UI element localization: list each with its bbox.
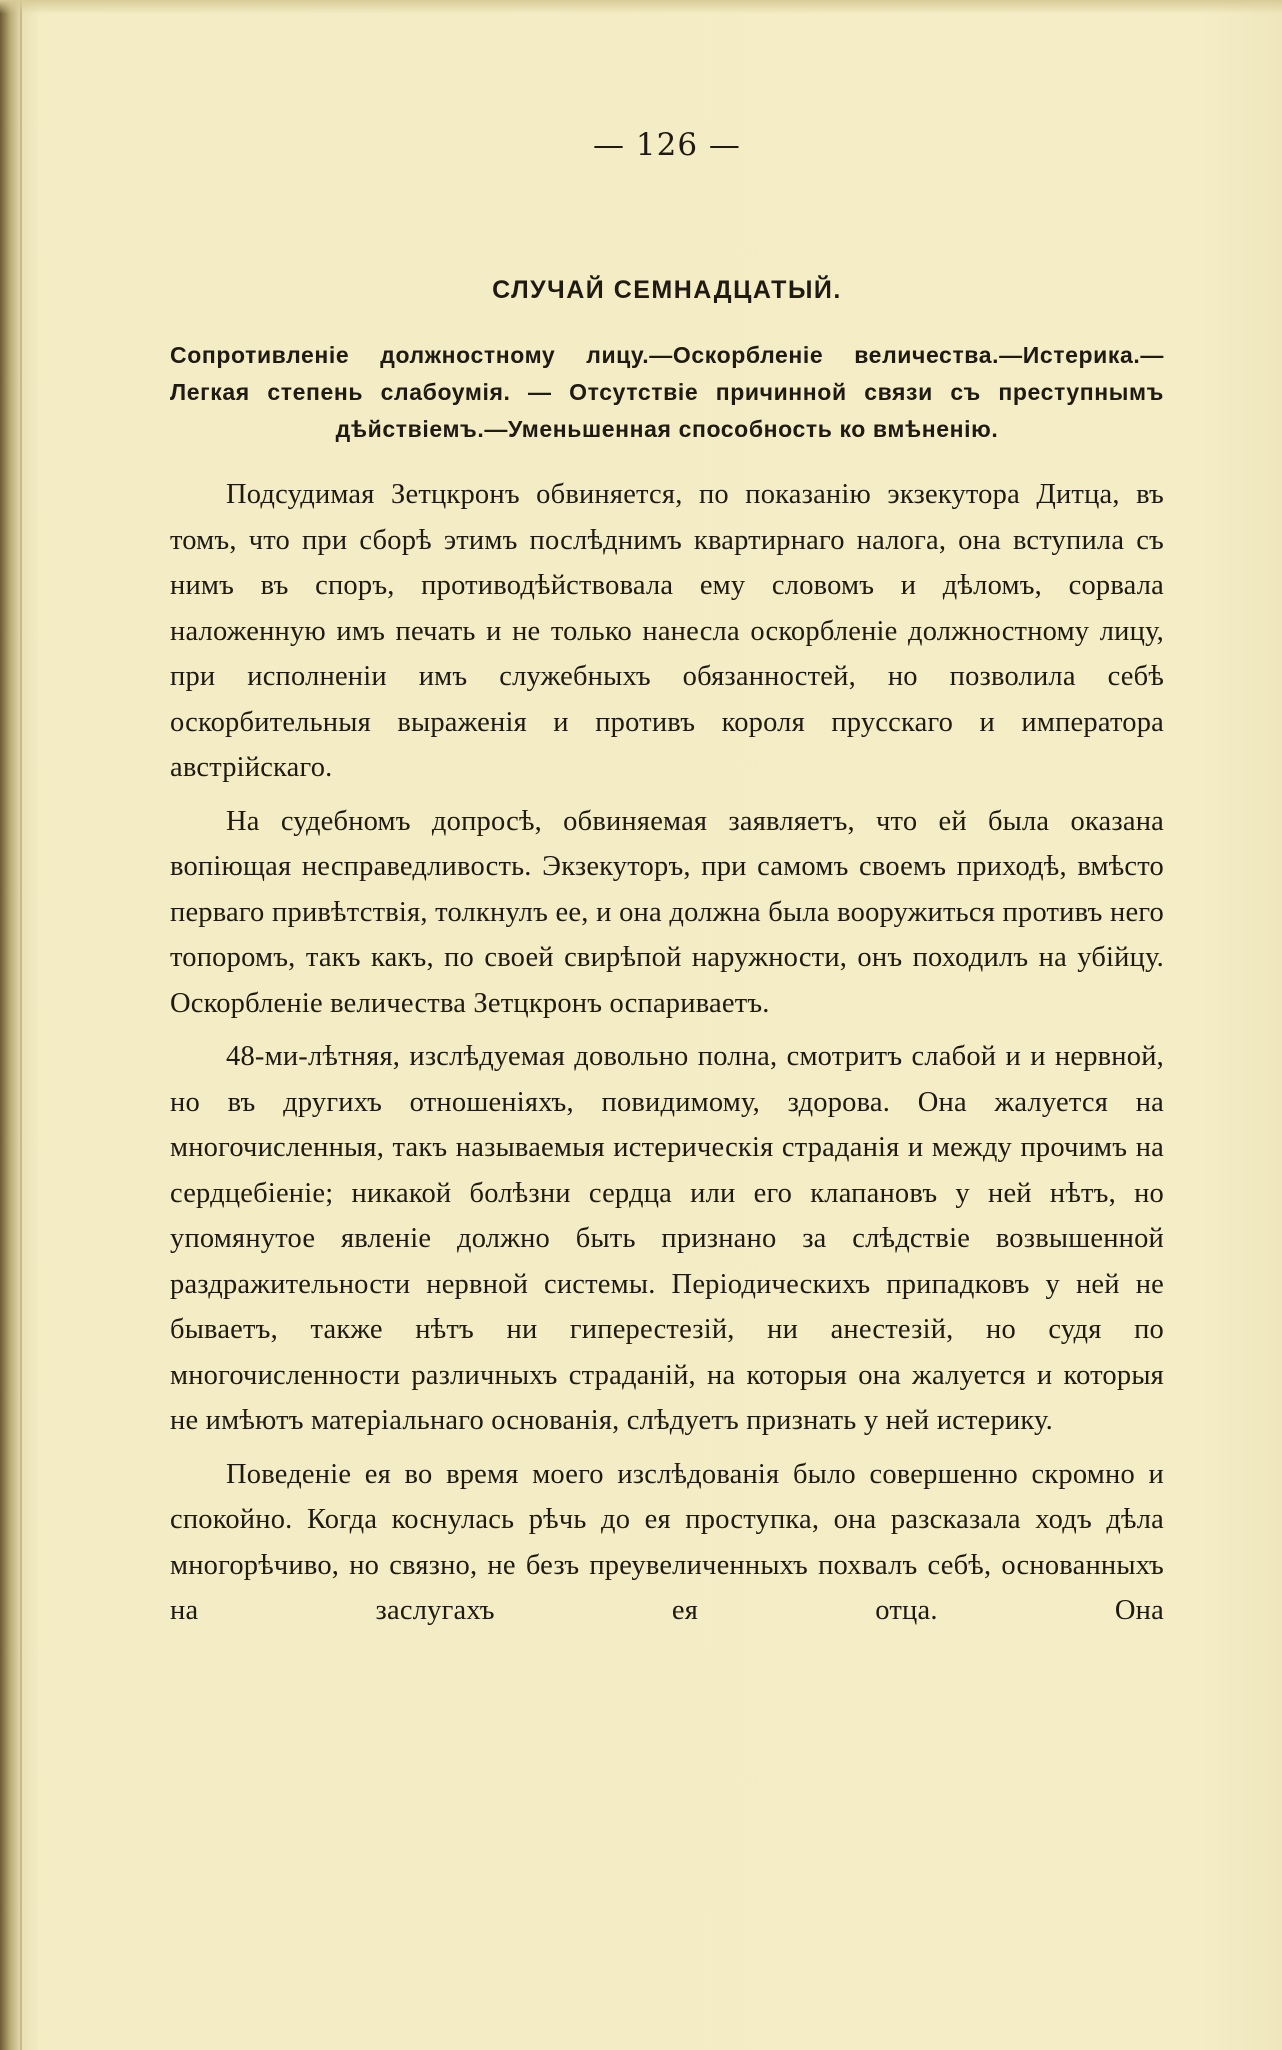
paragraph-3: 48-ми-лѣтняя, изслѣдуемая довольно полна, смотритъ слабой и и нервной, но въ другихъ отношеніяхъ, повидимому, здорова. Она жалуется на многочисленныя, такъ называемыя истерическія страданія и между прочимъ на сердцебіеніе; никакой болѣзни сердца или его клапановъ у ней нѣтъ, но упомянутое явленіе должно быть признано за слѣдствіе возвышенной раздражительности нервной системы. Періодическихъ припадковъ у ней не бываетъ, также нѣтъ ни гиперестезій, ни анестезій, но судя по многочисленности различныхъ страданій, на которыя она жалуется и которыя не имѣютъ матеріальнаго основанія, слѣдуетъ признать у ней истерику. bbox=[170, 1041, 1164, 1436]
case-summary: Сопротивленіе должностному лицу.—Оскорбленіе величества.—Истерика.—Легкая степень слабоумія. — Отсутствіе причинной связи съ преступнымъ дѣйствіемъ.—Уменьшенная способность ко вмѣненію. bbox=[170, 342, 1164, 442]
page-binding-edge bbox=[20, 0, 22, 2050]
case-title: СЛУЧАЙ СЕМНАДЦАТЫЙ. bbox=[492, 276, 842, 304]
page-number: — 126 — bbox=[593, 127, 741, 163]
paragraph-2: На судебномъ допросѣ, обвиняемая заявляетъ, что ей была оказана вопіющая несправедливость. Экзекуторъ, при самомъ своемъ приходѣ, вмѣсто перваго привѣтствія, толкнулъ ее, и она должна была вооружиться противъ него топоромъ, такъ какъ, по своей свирѣпой наружности, онъ походилъ на убійцу. Оскорбленіе величества Зетцкронъ оспариваетъ. bbox=[170, 805, 1164, 1019]
paragraph-4: Поведеніе ея во время моего изслѣдованія было совершенно скромно и спокойно. Когда коснулась рѣчь до ея проступка, она разсказала ходъ дѣла многорѣчиво, но связно, не безъ преувеличенныхъ похвалъ себѣ, основанныхъ на заслугахъ ея отца. Она bbox=[170, 1458, 1164, 1626]
page-content bbox=[170, 125, 1164, 1642]
paragraph-1: Подсудимая Зетцкронъ обвиняется, по показанію экзекутора Дитца, въ томъ, что при сборѣ этимъ послѣднимъ квартирнаго налога, она вступила съ нимъ въ споръ, противодѣйствовала ему словомъ и дѣломъ, сорвала наложенную имъ печать и не только нанесла оскорбленіе должностному лицу, при исполненіи имъ служебныхъ обязанностей, но позволила себѣ оскорбительныя выраженія и противъ короля прусскаго и императора австрійскаго. bbox=[170, 479, 1164, 783]
page-top-shade bbox=[0, 0, 1282, 14]
